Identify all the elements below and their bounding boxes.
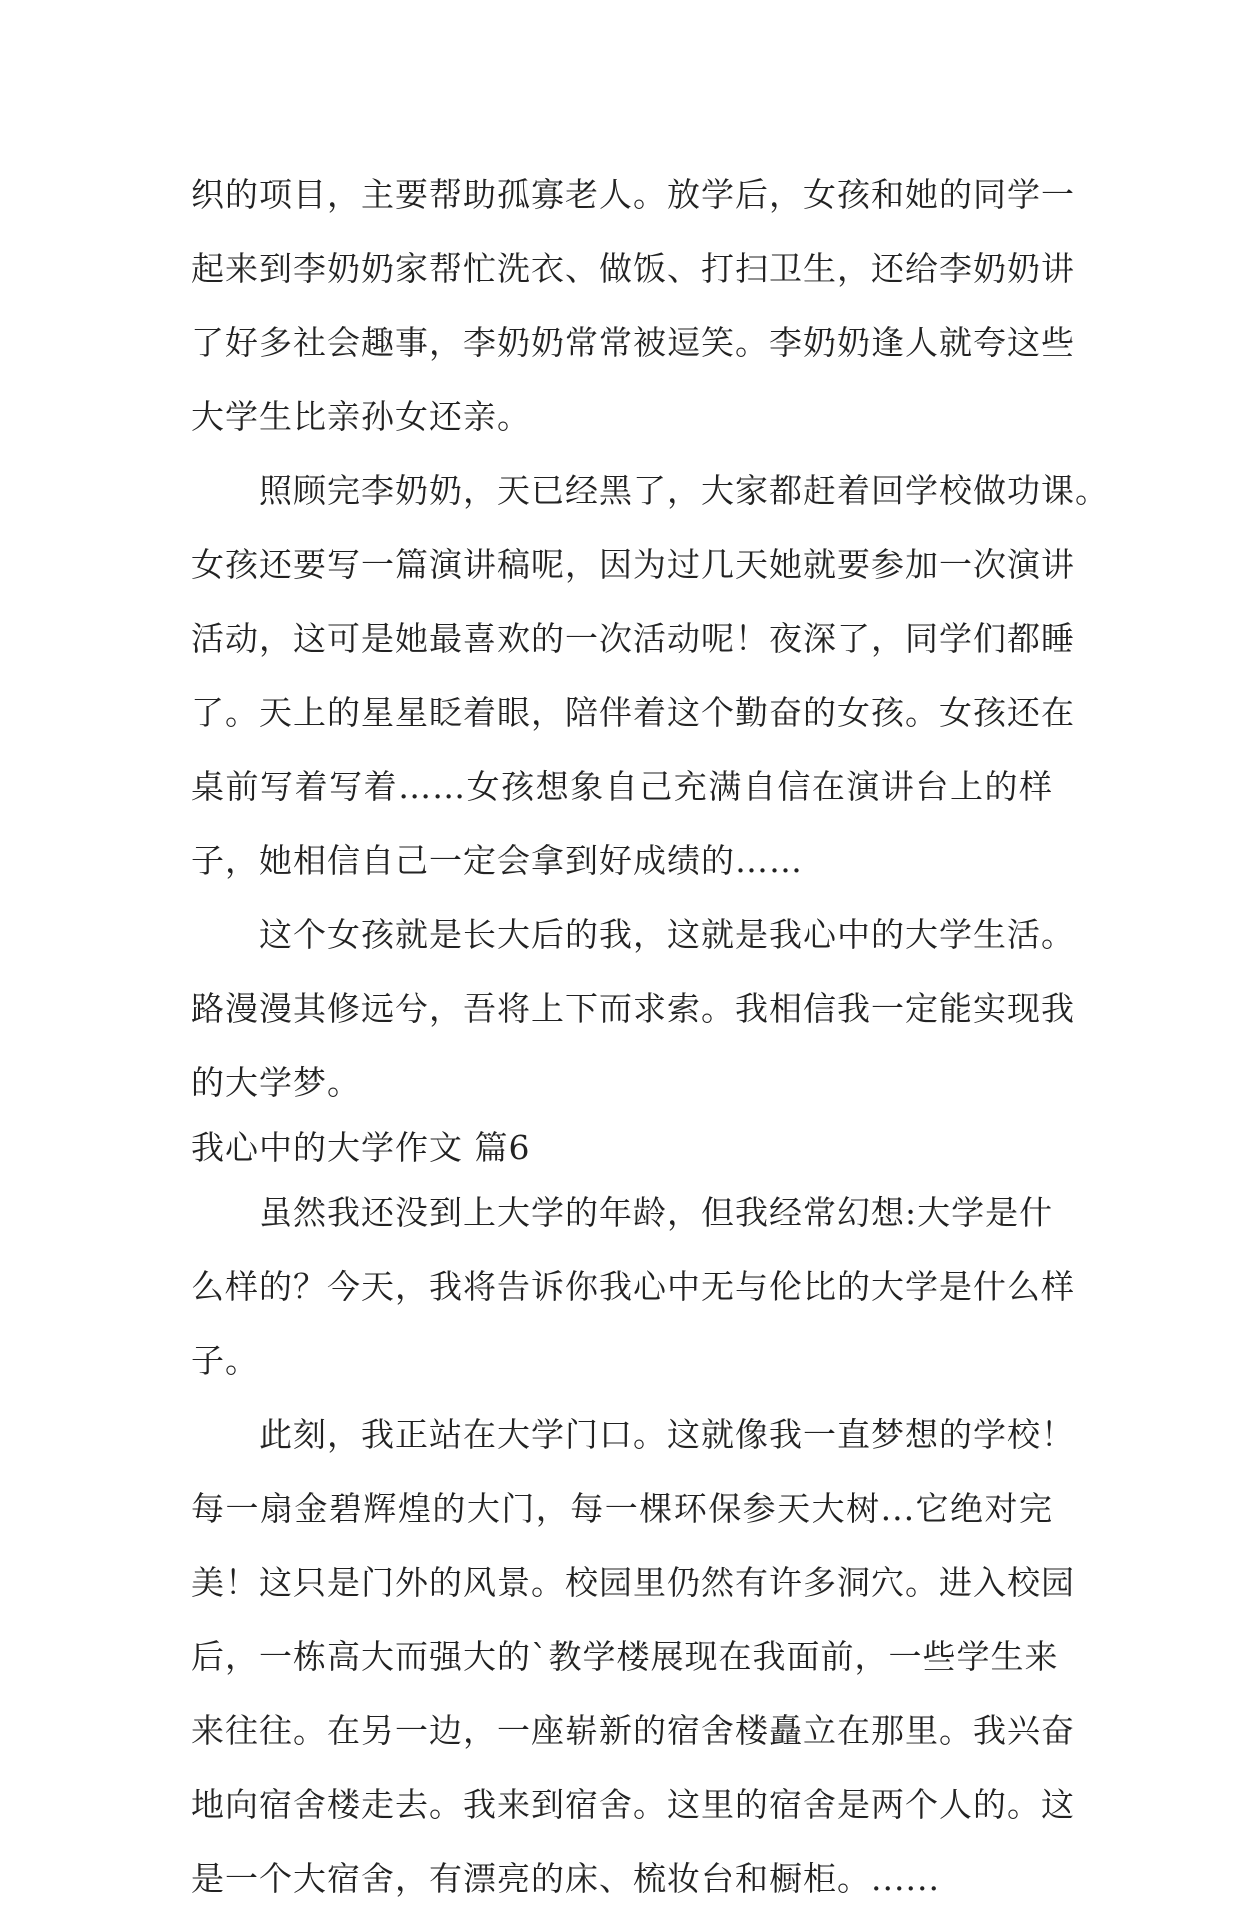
text-line: 照顾完李奶奶，天已经黑了，大家都赶着回学校做功课。	[191, 471, 1109, 510]
text-line: 大学生比亲孙女还亲。	[191, 397, 531, 436]
text-line: 的大学梦。	[191, 1063, 361, 1102]
text-line: 路漫漫其修远兮，吾将上下而求索。我相信我一定能实现我	[191, 989, 1075, 1028]
text-line: 了。天上的星星眨着眼，陪伴着这个勤奋的女孩。女孩还在	[191, 693, 1075, 732]
text-line: 美！这只是门外的风景。校园里仍然有许多洞穴。进入校园	[191, 1563, 1075, 1602]
text-line: 桌前写着写着……女孩想象自己充满自信在演讲台上的样	[191, 767, 1053, 806]
text-line: 女孩还要写一篇演讲稿呢，因为过几天她就要参加一次演讲	[191, 545, 1075, 584]
text-line: 地向宿舍楼走去。我来到宿舍。这里的宿舍是两个人的。这	[191, 1785, 1075, 1824]
article-text	[191, 158, 1109, 1916]
text-line: 么样的？今天，我将告诉你我心中无与伦比的大学是什么样	[191, 1267, 1075, 1306]
text-line: 来往往。在另一边，一座崭新的宿舍楼矗立在那里。我兴奋	[191, 1711, 1075, 1750]
text-line: 起来到李奶奶家帮忙洗衣、做饭、打扫卫生，还给李奶奶讲	[191, 249, 1075, 288]
text-line: 是一个大宿舍，有漂亮的床、梳妆台和橱柜。......	[191, 1859, 940, 1898]
text-line: 这个女孩就是长大后的我，这就是我心中的大学生活。	[191, 915, 1075, 954]
text-line: 虽然我还没到上大学的年龄，但我经常幻想:大学是什	[191, 1193, 1054, 1232]
text-line: 织的项目，主要帮助孤寡老人。放学后，女孩和她的同学一	[191, 175, 1075, 214]
section-heading: 我心中的大学作文 篇6	[191, 1128, 531, 1167]
text-line: 子。	[191, 1341, 259, 1380]
text-line: 了好多社会趣事，李奶奶常常被逗笑。李奶奶逢人就夸这些	[191, 323, 1075, 362]
text-line: 每一扇金碧辉煌的大门，每一棵环保参天大树...它绝对完	[191, 1489, 1053, 1528]
text-line: 后，一栋高大而强大的`教学楼展现在我面前，一些学生来	[191, 1637, 1059, 1676]
text-line: 子，她相信自己一定会拿到好成绩的……	[191, 841, 803, 880]
text-line: 活动，这可是她最喜欢的一次活动呢！夜深了，同学们都睡	[191, 619, 1075, 658]
text-line: 此刻，我正站在大学门口。这就像我一直梦想的学校！	[191, 1415, 1075, 1454]
